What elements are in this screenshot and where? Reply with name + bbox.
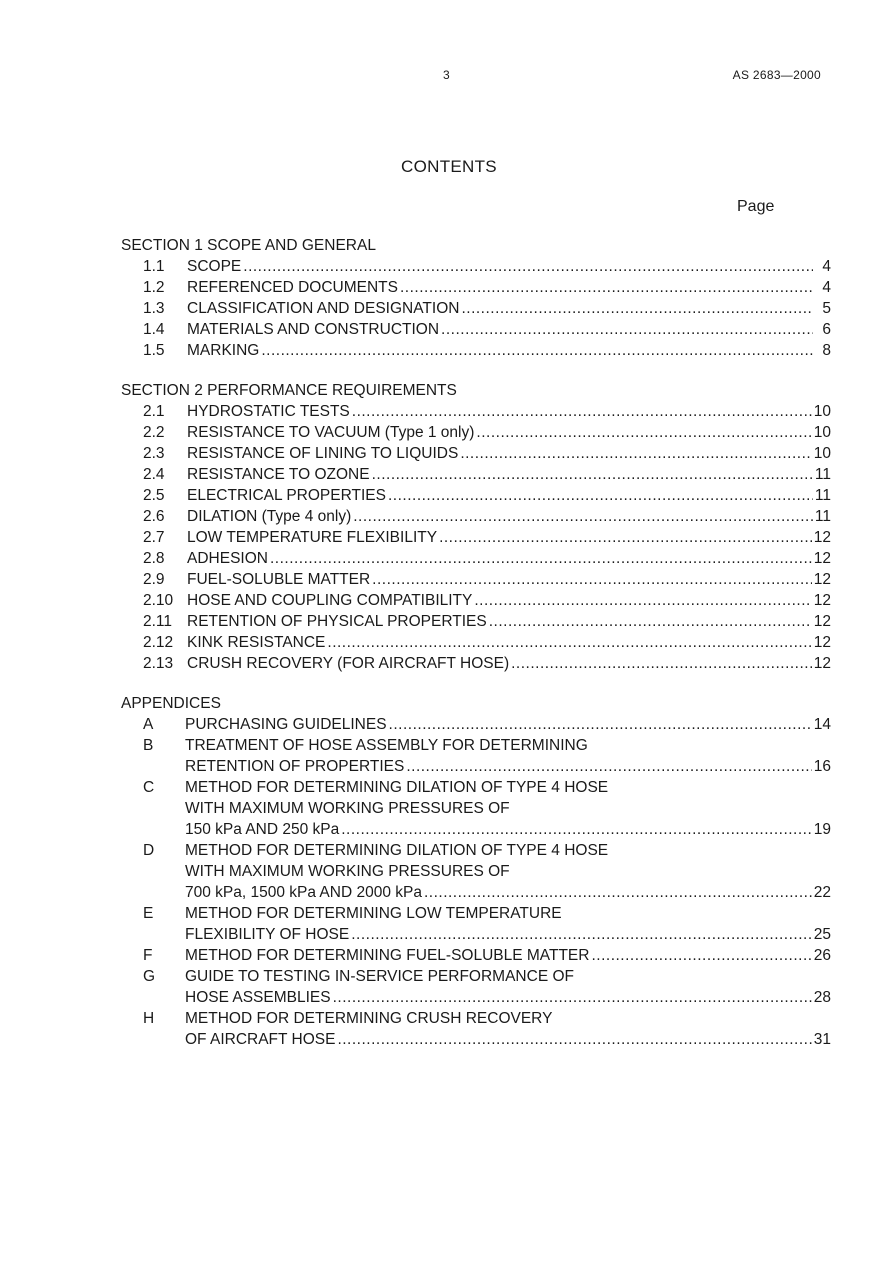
toc-entry[interactable] <box>121 590 831 611</box>
entry-number: 1.5 <box>143 342 165 359</box>
toc-entry-line <box>121 840 831 861</box>
entry-title: METHOD FOR DETERMINING DILATION OF TYPE 4 HOSE <box>185 842 609 859</box>
toc-entry[interactable] <box>121 756 831 777</box>
entry-page: 4 <box>822 258 831 275</box>
toc-entry[interactable] <box>121 277 831 298</box>
entry-title: SCOPE <box>187 258 242 275</box>
entry-title: LOW TEMPERATURE FLEXIBILITY <box>187 529 438 546</box>
appendix-letter: G <box>143 968 156 985</box>
toc-entry[interactable] <box>121 506 831 527</box>
entry-number: 2.1 <box>143 403 165 420</box>
entry-number: 1.4 <box>143 321 165 338</box>
entry-page: 12 <box>813 592 831 609</box>
entry-title-continued: WITH MAXIMUM WORKING PRESSURES OF <box>185 863 510 880</box>
toc-entry-line <box>121 777 831 798</box>
entry-page: 22 <box>813 884 831 901</box>
dot-leader <box>460 443 811 464</box>
entry-title: 150 kPa AND 250 kPa <box>185 821 340 838</box>
dot-leader <box>400 277 813 298</box>
appendix-letter: C <box>143 779 155 796</box>
entry-title: FUEL-SOLUBLE MATTER <box>187 571 371 588</box>
entry-page: 14 <box>813 716 831 733</box>
toc-entry[interactable] <box>121 987 831 1008</box>
entry-page: 16 <box>813 758 831 775</box>
entry-page: 12 <box>813 655 831 672</box>
dot-leader <box>353 506 813 527</box>
entry-title: RESISTANCE TO OZONE <box>187 466 370 483</box>
entry-number: 2.5 <box>143 487 165 504</box>
appendix-letter: B <box>143 737 154 754</box>
entry-page: 12 <box>813 613 831 630</box>
toc-entry[interactable] <box>121 319 831 340</box>
entry-title: RETENTION OF PHYSICAL PROPERTIES <box>187 613 487 630</box>
entry-title: PURCHASING GUIDELINES <box>185 716 387 733</box>
dot-leader <box>461 298 813 319</box>
entry-number: 2.13 <box>143 655 174 672</box>
toc-entry[interactable] <box>121 945 831 966</box>
toc-entry[interactable] <box>121 819 831 840</box>
entry-number: 2.9 <box>143 571 165 588</box>
toc-entry[interactable] <box>121 443 831 464</box>
entry-number: 1.1 <box>143 258 165 275</box>
dot-leader <box>489 611 812 632</box>
entry-number: 1.2 <box>143 279 165 296</box>
entry-number: 2.4 <box>143 466 165 483</box>
toc-entry-line <box>121 903 831 924</box>
table-of-contents <box>121 235 831 1050</box>
toc-entry[interactable] <box>121 548 831 569</box>
toc-entry-line <box>121 1008 831 1029</box>
toc-entry[interactable] <box>121 422 831 443</box>
entry-page: 11 <box>814 487 831 504</box>
entry-number: 2.6 <box>143 508 165 525</box>
entry-page: 28 <box>813 989 831 1006</box>
toc-entry[interactable] <box>121 340 831 361</box>
section-spacer <box>121 674 831 693</box>
entry-title: KINK RESISTANCE <box>187 634 326 651</box>
toc-entry[interactable] <box>121 653 831 674</box>
entry-number: 2.12 <box>143 634 174 651</box>
entry-page: 12 <box>813 634 831 651</box>
entry-page: 31 <box>813 1031 831 1048</box>
toc-entry[interactable] <box>121 569 831 590</box>
appendices-heading: APPENDICES <box>121 695 221 712</box>
appendix-letter: H <box>143 1010 155 1027</box>
dot-leader <box>439 527 812 548</box>
entry-page: 12 <box>813 571 831 588</box>
entry-title: TREATMENT OF HOSE ASSEMBLY FOR DETERMINING <box>185 737 588 754</box>
entry-title: GUIDE TO TESTING IN-SERVICE PERFORMANCE OF <box>185 968 574 985</box>
entry-page: 4 <box>822 279 831 296</box>
toc-entry-line <box>121 966 831 987</box>
dot-leader <box>424 882 812 903</box>
entry-page: 19 <box>813 821 831 838</box>
dot-leader <box>352 401 812 422</box>
entry-title: 700 kPa, 1500 kPa AND 2000 kPa <box>185 884 422 901</box>
appendix-letter: F <box>143 947 153 964</box>
entry-title: RETENTION OF PROPERTIES <box>185 758 405 775</box>
toc-entry[interactable] <box>121 401 831 422</box>
dot-leader <box>476 422 811 443</box>
entry-number: 2.7 <box>143 529 165 546</box>
toc-entry[interactable] <box>121 527 831 548</box>
entry-page: 8 <box>822 342 831 359</box>
dot-leader <box>591 945 811 966</box>
entry-page: 11 <box>814 508 831 525</box>
section-spacer <box>121 361 831 380</box>
standard-designation: AS 2683—2000 <box>732 68 821 82</box>
entry-page: 26 <box>813 947 831 964</box>
dot-leader <box>388 485 813 506</box>
dot-leader <box>341 819 812 840</box>
entry-title: HOSE ASSEMBLIES <box>185 989 331 1006</box>
toc-entry[interactable] <box>121 882 831 903</box>
dot-leader <box>389 714 812 735</box>
dot-leader <box>372 569 812 590</box>
entry-title: METHOD FOR DETERMINING LOW TEMPERATURE <box>185 905 562 922</box>
dot-leader <box>372 464 813 485</box>
entry-page: 11 <box>814 466 831 483</box>
section-heading: SECTION 1 SCOPE AND GENERAL <box>121 237 376 254</box>
entry-page: 25 <box>813 926 831 943</box>
dot-leader <box>327 632 811 653</box>
entry-page: 10 <box>813 424 831 441</box>
toc-entry[interactable] <box>121 298 831 319</box>
entry-title: FLEXIBILITY OF HOSE <box>185 926 350 943</box>
toc-entry[interactable] <box>121 611 831 632</box>
entry-title: CLASSIFICATION AND DESIGNATION <box>187 300 460 317</box>
section-heading: SECTION 2 PERFORMANCE REQUIREMENTS <box>121 382 457 399</box>
entry-number: 2.11 <box>143 613 173 630</box>
page-column-label: Page <box>737 198 775 215</box>
dot-leader <box>441 319 813 340</box>
entry-page: 12 <box>813 550 831 567</box>
entry-page: 12 <box>813 529 831 546</box>
entry-title: METHOD FOR DETERMINING DILATION OF TYPE 4 HOSE <box>185 779 609 796</box>
toc-entry[interactable] <box>121 632 831 653</box>
entry-title: MATERIALS AND CONSTRUCTION <box>187 321 440 338</box>
entry-number: 2.2 <box>143 424 165 441</box>
toc-entry[interactable] <box>121 464 831 485</box>
toc-entry[interactable] <box>121 714 831 735</box>
entry-page: 6 <box>822 321 831 338</box>
entry-number: 2.8 <box>143 550 165 567</box>
dot-leader <box>511 653 812 674</box>
dot-leader <box>270 548 812 569</box>
entry-title: HYDROSTATIC TESTS <box>187 403 350 420</box>
dot-leader <box>333 987 812 1008</box>
entry-title: REFERENCED DOCUMENTS <box>187 279 398 296</box>
entry-title: DILATION (Type 4 only) <box>187 508 352 525</box>
entry-title-continued: WITH MAXIMUM WORKING PRESSURES OF <box>185 800 510 817</box>
toc-entry[interactable] <box>121 924 831 945</box>
appendix-letter: E <box>143 905 154 922</box>
entry-title: METHOD FOR DETERMINING FUEL-SOLUBLE MATTER <box>185 947 590 964</box>
entry-title: CRUSH RECOVERY (FOR AIRCRAFT HOSE) <box>187 655 510 672</box>
toc-entry-line <box>121 735 831 756</box>
entry-number: 2.10 <box>143 592 174 609</box>
entry-title: RESISTANCE TO VACUUM (Type 1 only) <box>187 424 475 441</box>
toc-entry[interactable] <box>121 256 831 277</box>
appendix-letter: A <box>143 716 154 733</box>
dot-leader <box>243 256 813 277</box>
entry-title: RESISTANCE OF LINING TO LIQUIDS <box>187 445 459 462</box>
page-title: CONTENTS <box>401 157 497 176</box>
toc-entry[interactable] <box>121 485 831 506</box>
entry-title: OF AIRCRAFT HOSE <box>185 1031 336 1048</box>
entry-page: 10 <box>813 403 831 420</box>
dot-leader <box>474 590 811 611</box>
dot-leader <box>351 924 812 945</box>
dot-leader <box>261 340 813 361</box>
appendix-letter: D <box>143 842 155 859</box>
entry-title: ADHESION <box>187 550 268 567</box>
entry-title: ELECTRICAL PROPERTIES <box>187 487 386 504</box>
dot-leader <box>406 756 811 777</box>
entry-title: METHOD FOR DETERMINING CRUSH RECOVERY <box>185 1010 553 1027</box>
entry-number: 2.3 <box>143 445 165 462</box>
page-number: 3 <box>443 68 450 82</box>
entry-title: MARKING <box>187 342 260 359</box>
dot-leader <box>337 1029 811 1050</box>
entry-page: 10 <box>813 445 831 462</box>
toc-entry[interactable] <box>121 1029 831 1050</box>
entry-number: 1.3 <box>143 300 165 317</box>
entry-page: 5 <box>822 300 831 317</box>
entry-title: HOSE AND COUPLING COMPATIBILITY <box>187 592 473 609</box>
